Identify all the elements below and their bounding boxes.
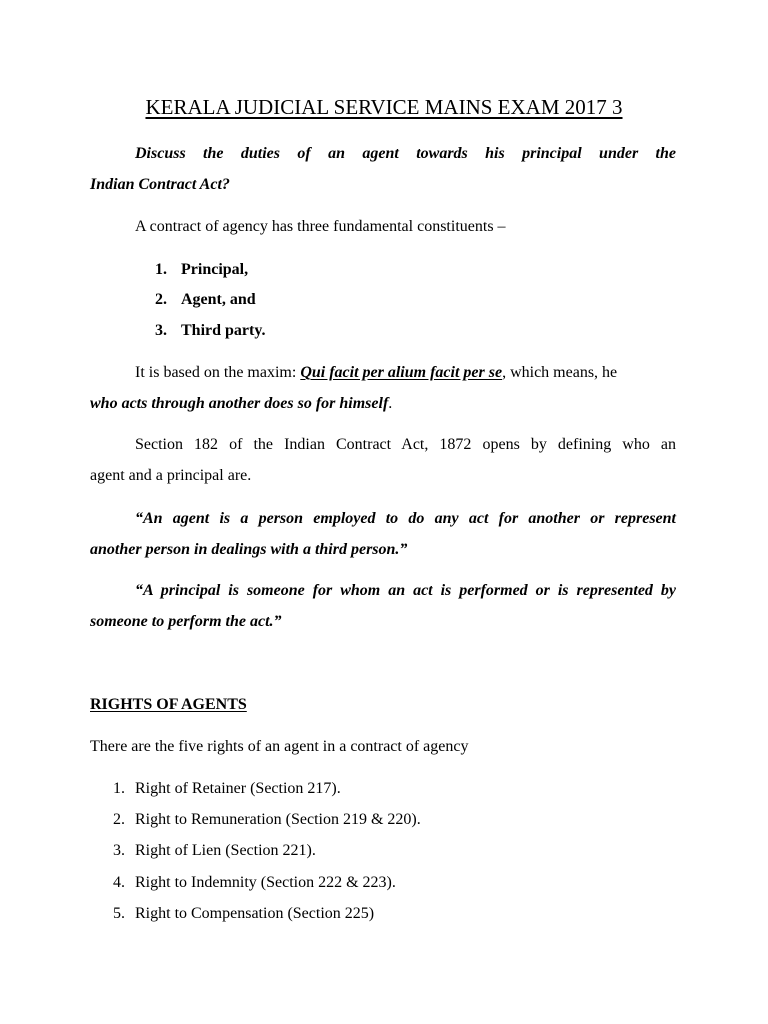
constituent-text: Principal, — [181, 261, 249, 278]
right-text: Right to Compensation (Section 225) — [135, 905, 375, 922]
right-number: 1. — [113, 780, 125, 797]
intro-text: A contract of agency has three fundamental constituents – — [135, 218, 506, 235]
question-line-1: Discuss the duties of an agent towards his principal under the — [135, 145, 676, 162]
section182-line-2: agent and a principal are. — [90, 467, 252, 484]
right-number: 3. — [113, 842, 125, 859]
right-text: Right of Retainer (Section 217). — [135, 780, 341, 797]
maxim-end: . — [388, 395, 393, 412]
constituent-text: Third party. — [181, 322, 266, 339]
principal-definition-line-2: someone to perform the act.” — [90, 613, 282, 630]
right-text: Right of Lien (Section 221). — [135, 842, 316, 859]
principal-definition-line-1: “A principal is someone for whom an act is performed or is represented by — [135, 582, 676, 599]
constituent-number: 3. — [155, 322, 167, 339]
rights-intro: There are the five rights of an agent in a contract of agency — [90, 738, 469, 755]
right-number: 2. — [113, 811, 125, 828]
constituent-number: 2. — [155, 291, 167, 308]
constituent-number: 1. — [155, 261, 167, 278]
maxim-suffix: , which means, he — [502, 364, 618, 381]
maxim-meaning: who acts through another does so for himself — [90, 395, 389, 412]
rights-heading: RIGHTS OF AGENTS — [90, 696, 247, 713]
right-number: 5. — [113, 905, 125, 922]
maxim-line-1 — [135, 365, 617, 381]
constituent-text: Agent, and — [181, 291, 256, 308]
right-text: Right to Indemnity (Section 222 & 223). — [135, 874, 396, 891]
page-title: KERALA JUDICIAL SERVICE MAINS EXAM 2017 3 — [145, 95, 623, 119]
question-line-2: Indian Contract Act? — [90, 176, 230, 193]
maxim-line-2 — [90, 396, 392, 412]
maxim-prefix: It is based on the maxim: — [135, 364, 301, 381]
agent-definition-line-1: “An agent is a person employed to do any act for another or represent — [135, 510, 676, 527]
section182-line-1: Section 182 of the Indian Contract Act, 1872 opens by defining who an — [135, 436, 676, 453]
right-number: 4. — [113, 874, 125, 891]
agent-definition-line-2: another person in dealings with a third person.” — [90, 541, 408, 558]
right-text: Right to Remuneration (Section 219 & 220). — [135, 811, 421, 828]
maxim-latin: Qui facit per alium facit per se — [300, 364, 503, 381]
